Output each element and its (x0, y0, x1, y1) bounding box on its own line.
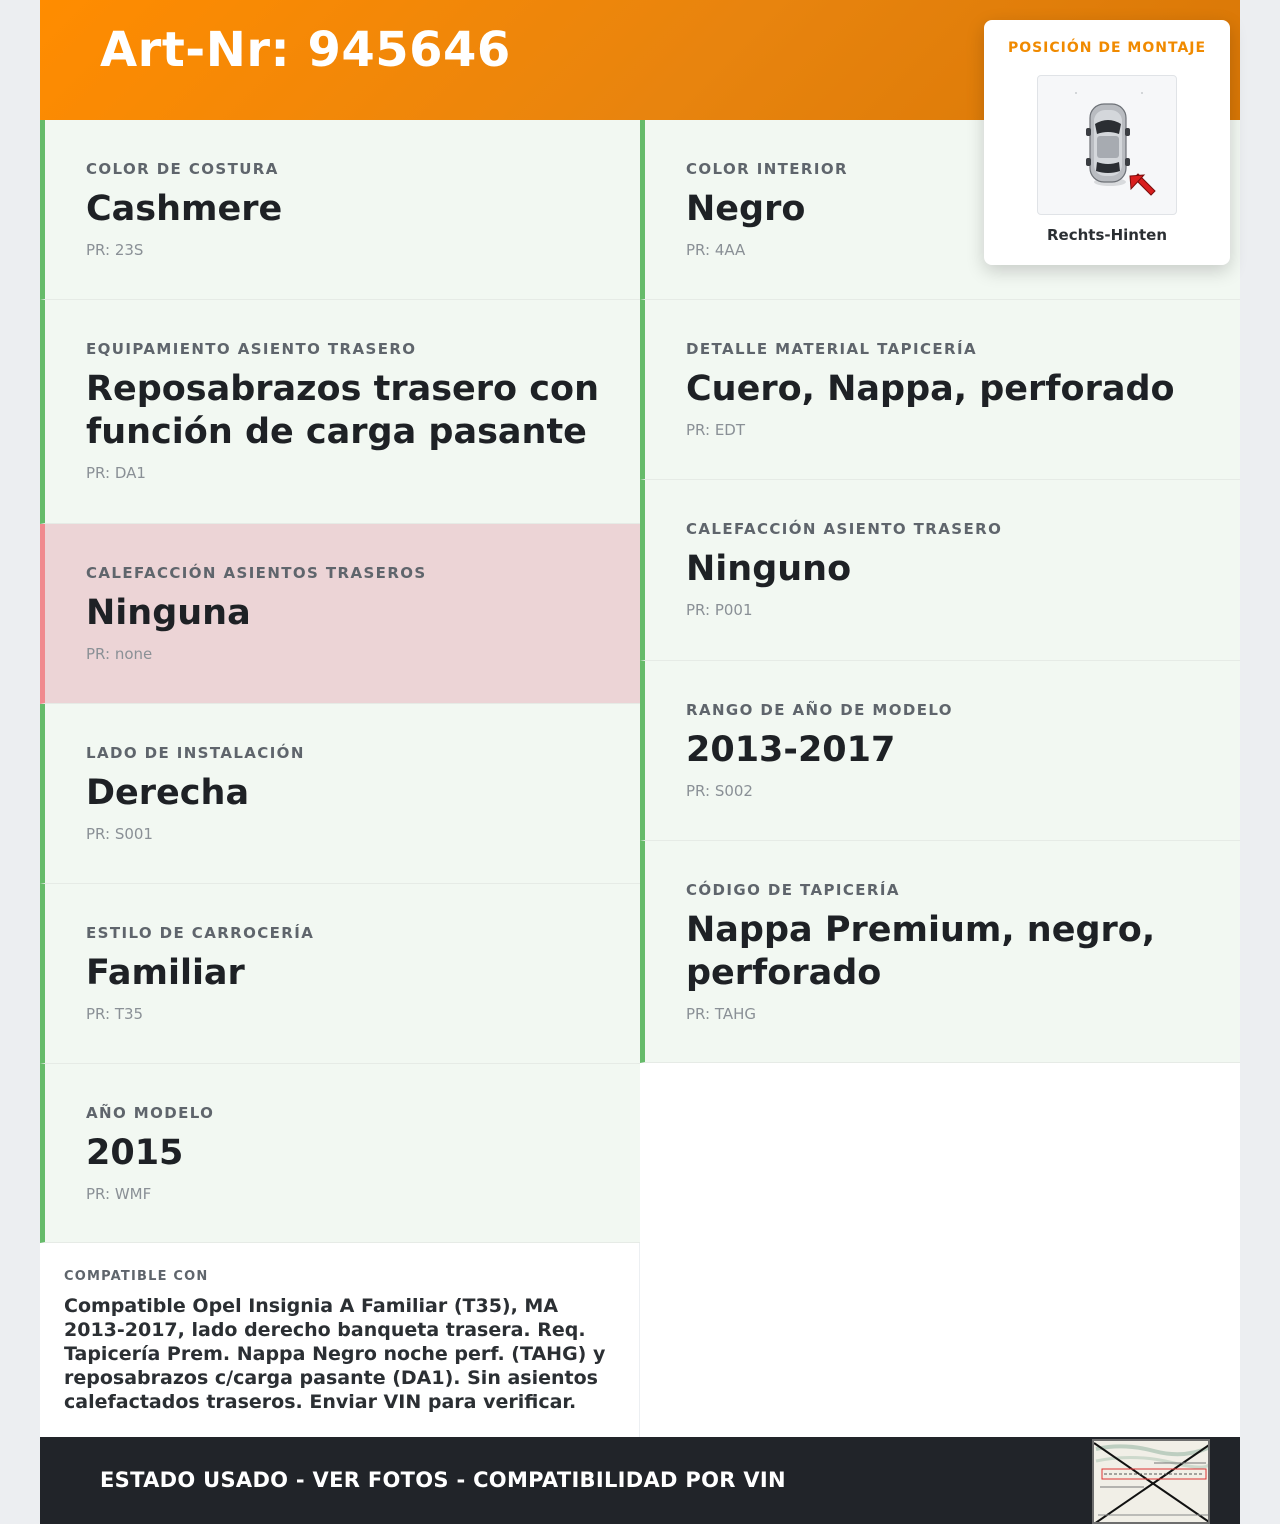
attribute-label: CALEFACCIÓN ASIENTOS TRASEROS (86, 564, 427, 582)
compatibility-label: COMPATIBLE CON (64, 1269, 209, 1284)
attribute-label: COLOR INTERIOR (686, 160, 848, 178)
compatibility-text: Compatible Opel Insignia A Familiar (T35), MA 2013-2017, lado derecho banqueta trasera. Req. Tapicería Prem. Nappa Negro noche perf. (TAHG) y reposabrazos c/carga pasante (DA1). Sin asientos calefactados traseros. Enviar VIN para verificar. (64, 1295, 606, 1413)
attribute-label: EQUIPAMIENTO ASIENTO TRASERO (86, 340, 417, 358)
attribute-pr-code: PR: S001 (86, 825, 153, 843)
attribute-label: AÑO MODELO (86, 1104, 215, 1122)
attribute-value: Familiar (86, 953, 245, 993)
attribute-label: CÓDIGO DE TAPICERÍA (686, 881, 900, 899)
attribute-pr-code: PR: WMF (86, 1185, 152, 1203)
attribute-value: 2013-2017 (686, 730, 896, 770)
footer-status-text: ESTADO USADO - VER FOTOS - COMPATIBILIDAD POR VIN (100, 1468, 786, 1492)
attribute-cell-install-side (40, 704, 640, 884)
attribute-label: LADO DE INSTALACIÓN (86, 744, 305, 762)
attribute-pr-code: PR: P001 (686, 601, 753, 619)
attribute-pr-code: PR: S002 (686, 782, 753, 800)
attribute-cell-upholstery-code (640, 841, 1240, 1063)
attribute-label: ESTILO DE CARROCERÍA (86, 924, 315, 942)
attribute-cell-rear-seat-heating-code (640, 480, 1240, 661)
footer-bar (40, 1437, 1240, 1524)
attribute-value: Cuero, Nappa, perforado (686, 369, 1175, 409)
attribute-cell-rear-seat-equipment (40, 300, 640, 524)
attribute-pr-code: PR: 23S (86, 241, 144, 259)
mounting-position-label: Rechts-Hinten (1046, 226, 1167, 244)
attribute-cell-model-year-range (640, 661, 1240, 841)
attribute-label: CALEFACCIÓN ASIENTO TRASERO (686, 520, 1003, 538)
attribute-pr-code: PR: DA1 (86, 464, 146, 482)
attribute-label: COLOR DE COSTURA (86, 160, 279, 178)
attribute-cell-upholstery-material (640, 300, 1240, 480)
registration-document-thumbnail[interactable] (1092, 1439, 1210, 1524)
attribute-cell-rear-seat-heating (40, 524, 640, 704)
attribute-cell-body-style (40, 884, 640, 1064)
attribute-pr-code: PR: none (86, 645, 153, 663)
attribute-column-left (40, 120, 640, 1243)
attribute-value: Derecha (86, 773, 250, 813)
attribute-value: 2015 (86, 1133, 184, 1173)
compatibility-section (40, 1243, 640, 1437)
attribute-value: Ninguno (686, 549, 852, 589)
attribute-pr-code: PR: 4AA (686, 241, 746, 259)
attribute-pr-code: PR: EDT (686, 421, 746, 439)
red-arrow-icon (1038, 76, 1178, 216)
attribute-pr-code: PR: TAHG (686, 1005, 756, 1023)
attribute-value: Reposabrazos trasero con función de carga pasante (86, 369, 599, 452)
attribute-value: Cashmere (86, 189, 283, 229)
attribute-value: Ninguna (86, 593, 251, 633)
attribute-value: Nappa Premium, negro, perforado (686, 910, 1156, 993)
attribute-pr-code: PR: T35 (86, 1005, 144, 1023)
mounting-position-title: POSICIÓN DE MONTAJE (1007, 40, 1207, 56)
product-sheet (40, 0, 1240, 1524)
attribute-label: RANGO DE AÑO DE MODELO (686, 701, 953, 719)
document-image (1094, 1441, 1210, 1524)
attribute-label: DETALLE MATERIAL TAPICERÍA (686, 340, 977, 358)
attribute-cell-stitch-color (40, 120, 640, 300)
attribute-cell-model-year (40, 1064, 640, 1243)
car-position-image (1037, 75, 1177, 215)
article-number-title: Art-Nr: 945646 (100, 22, 511, 78)
mounting-position-card (984, 20, 1230, 265)
attribute-value: Negro (686, 189, 806, 229)
